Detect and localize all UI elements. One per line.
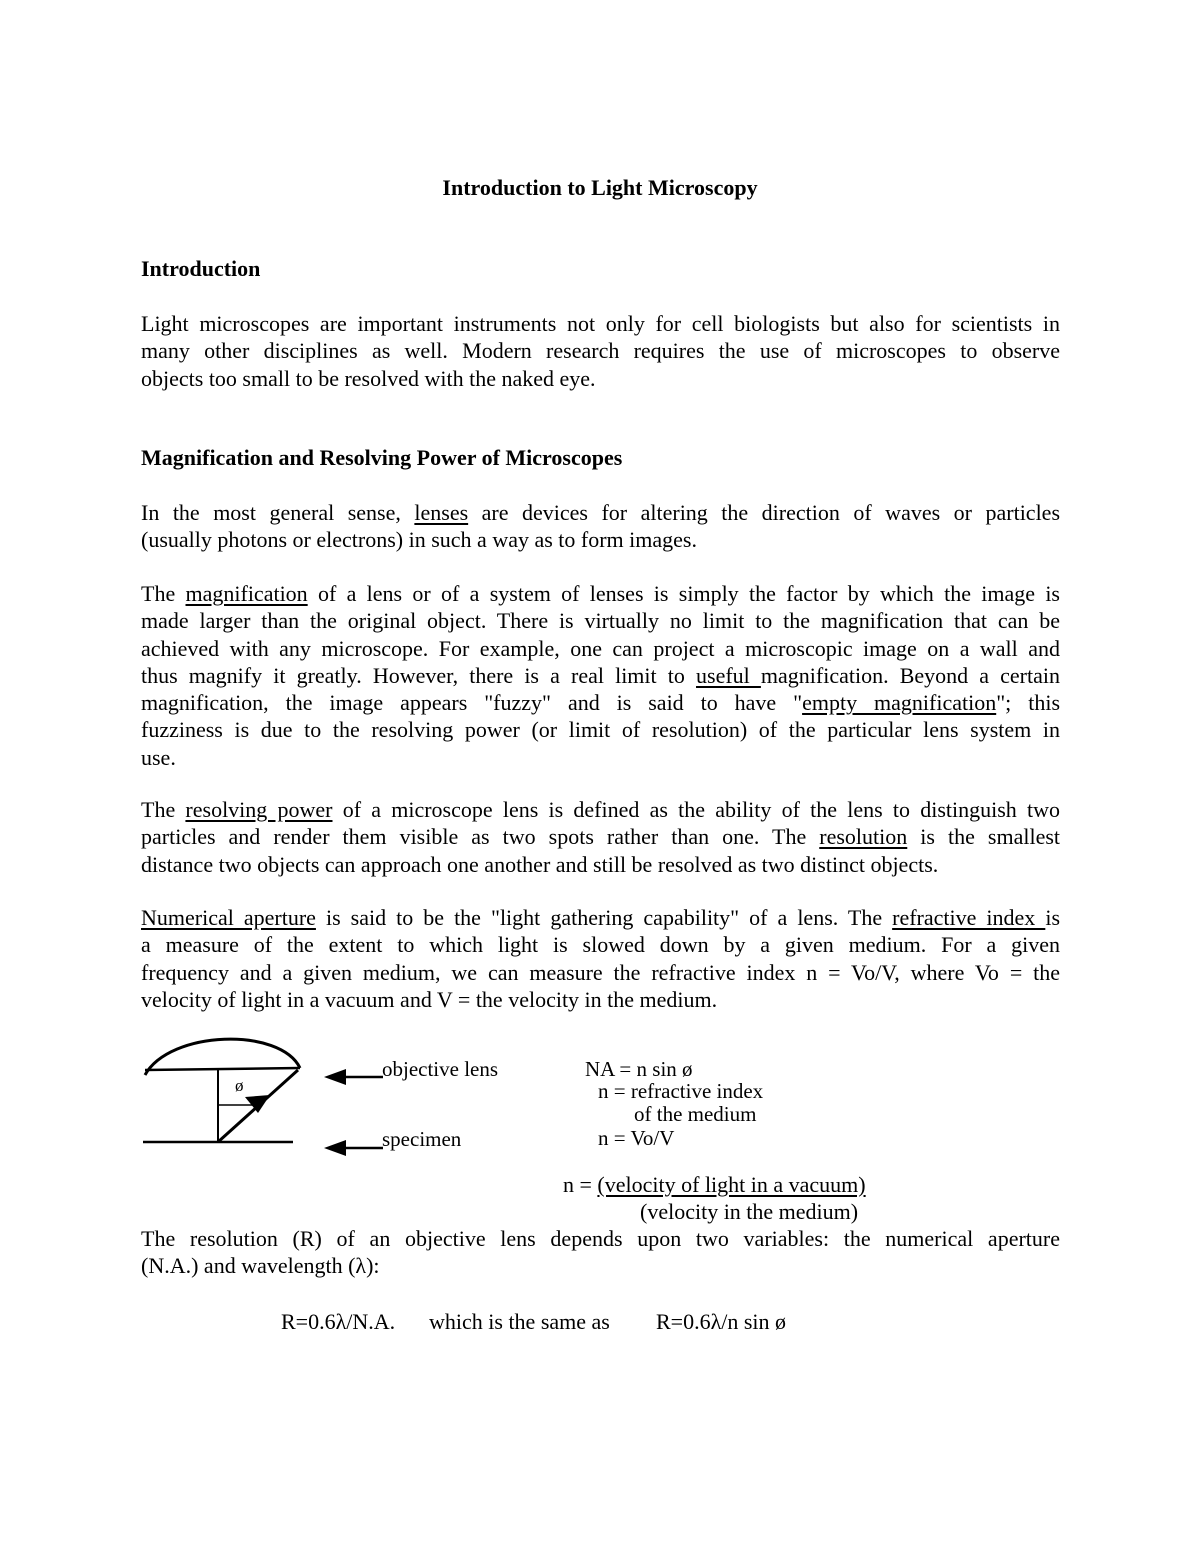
- text-line: (N.A.) and wavelength (λ):: [141, 1253, 380, 1279]
- resolving-power-paragraph: [141, 796, 1060, 878]
- n-definition-line2: of the medium: [634, 1102, 757, 1126]
- text-line: frequency and a given medium, we can measure the refractive index n = Vo/V, where Vo = the: [141, 959, 1060, 985]
- section-heading-magnification: Magnification and Resolving Power of Microscopes: [141, 445, 623, 470]
- text-line: use.: [141, 744, 176, 770]
- angle-symbol: ø: [235, 1076, 244, 1095]
- lenses-paragraph: [141, 499, 1060, 554]
- resolution-paragraph: [141, 1225, 1060, 1280]
- intro-paragraph: [141, 310, 1060, 392]
- text-line: Light microscopes are important instruments not only for cell biologists but also for scientists in: [141, 311, 1060, 336]
- text-line: a measure of the extent to which light is slowed down by a given medium. For a given: [141, 932, 1060, 958]
- text-line: Numerical aperture is said to be the "light gathering capability" of a lens. The refractive index is: [141, 905, 1061, 930]
- section-heading-introduction: Introduction: [141, 256, 261, 281]
- text-line: objects too small to be resolved with the naked eye.: [141, 365, 596, 391]
- objective-lens-label: objective lens: [382, 1057, 499, 1081]
- text-line: distance two objects can approach one another and still be resolved as two distinct objects.: [141, 851, 939, 877]
- lens-base-line: [145, 1068, 300, 1070]
- text-line: thus magnify it greatly. However, there is a real limit to useful magnification. Beyond a certain: [141, 662, 1061, 688]
- term-refractive-index: refractive index: [892, 905, 1046, 930]
- formula-connector-text: which is the same as: [429, 1309, 610, 1334]
- text-line: many other disciplines as well. Modern research requires the use of microscopes to observe: [141, 338, 1060, 364]
- ray-arrowhead: [245, 1095, 270, 1113]
- text-line: particles and render them visible as two spots rather than one. The resolution is the smallest: [141, 824, 1061, 850]
- resolution-formula-2: R=0.6λ/n sin ø: [656, 1309, 787, 1334]
- text-line: The magnification of a lens or of a system of lenses is simply the factor by which the image is: [141, 581, 1060, 606]
- magnification-paragraph: [141, 580, 1060, 771]
- na-equation: NA = n sin ø: [585, 1057, 693, 1081]
- n-definition-line1: n = refractive index: [598, 1079, 764, 1103]
- document-title: Introduction to Light Microscopy: [442, 175, 758, 200]
- text-line: (usually photons or electrons) in such a way as to form images.: [141, 527, 697, 553]
- term-useful: useful: [696, 662, 761, 688]
- text-line: The resolving power of a microscope lens is defined as the ability of the lens to distinguish two: [141, 797, 1061, 822]
- fraction-denominator: (velocity in the medium): [640, 1199, 859, 1224]
- text-line: achieved with any microscope. For example, one can project a microscopic image on a wall and: [141, 635, 1060, 661]
- objective-arrow-head: [324, 1069, 346, 1085]
- resolution-formula-1: R=0.6λ/N.A.: [281, 1309, 396, 1334]
- n-fraction-equation: n = (velocity of light in a vacuum): [563, 1172, 866, 1197]
- term-magnification: magnification: [185, 581, 308, 606]
- text-line: magnification, the image appears "fuzzy" and is said to have "empty magnification"; this: [141, 690, 1061, 716]
- fraction-numerator: (velocity of light in a vacuum): [597, 1172, 866, 1197]
- objective-lens-diagram: [140, 1035, 900, 1165]
- term-numerical-aperture: Numerical aperture: [141, 905, 316, 930]
- specimen-label: specimen: [382, 1127, 462, 1151]
- specimen-arrow-head: [324, 1140, 346, 1156]
- text-line: In the most general sense, lenses are devices for altering the direction of waves or particles: [141, 500, 1061, 525]
- text-line: velocity of light in a vacuum and V = the velocity in the medium.: [141, 986, 718, 1012]
- text-line: fuzziness is due to the resolving power (or limit of resolution) of the particular lens system in: [141, 717, 1060, 743]
- text-line: The resolution (R) of an objective lens depends upon two variables: the numerical aperture: [141, 1226, 1060, 1251]
- text-line: made larger than the original object. There is virtually no limit to the magnification that can be: [141, 608, 1060, 634]
- term-lenses: lenses: [414, 500, 469, 525]
- numerical-aperture-paragraph: [141, 904, 1060, 1013]
- term-empty-magnification: empty magnification: [802, 690, 997, 716]
- term-resolving-power: resolving power: [185, 797, 333, 822]
- n-vov-equation: n = Vo/V: [598, 1126, 675, 1150]
- term-resolution: resolution: [819, 824, 908, 850]
